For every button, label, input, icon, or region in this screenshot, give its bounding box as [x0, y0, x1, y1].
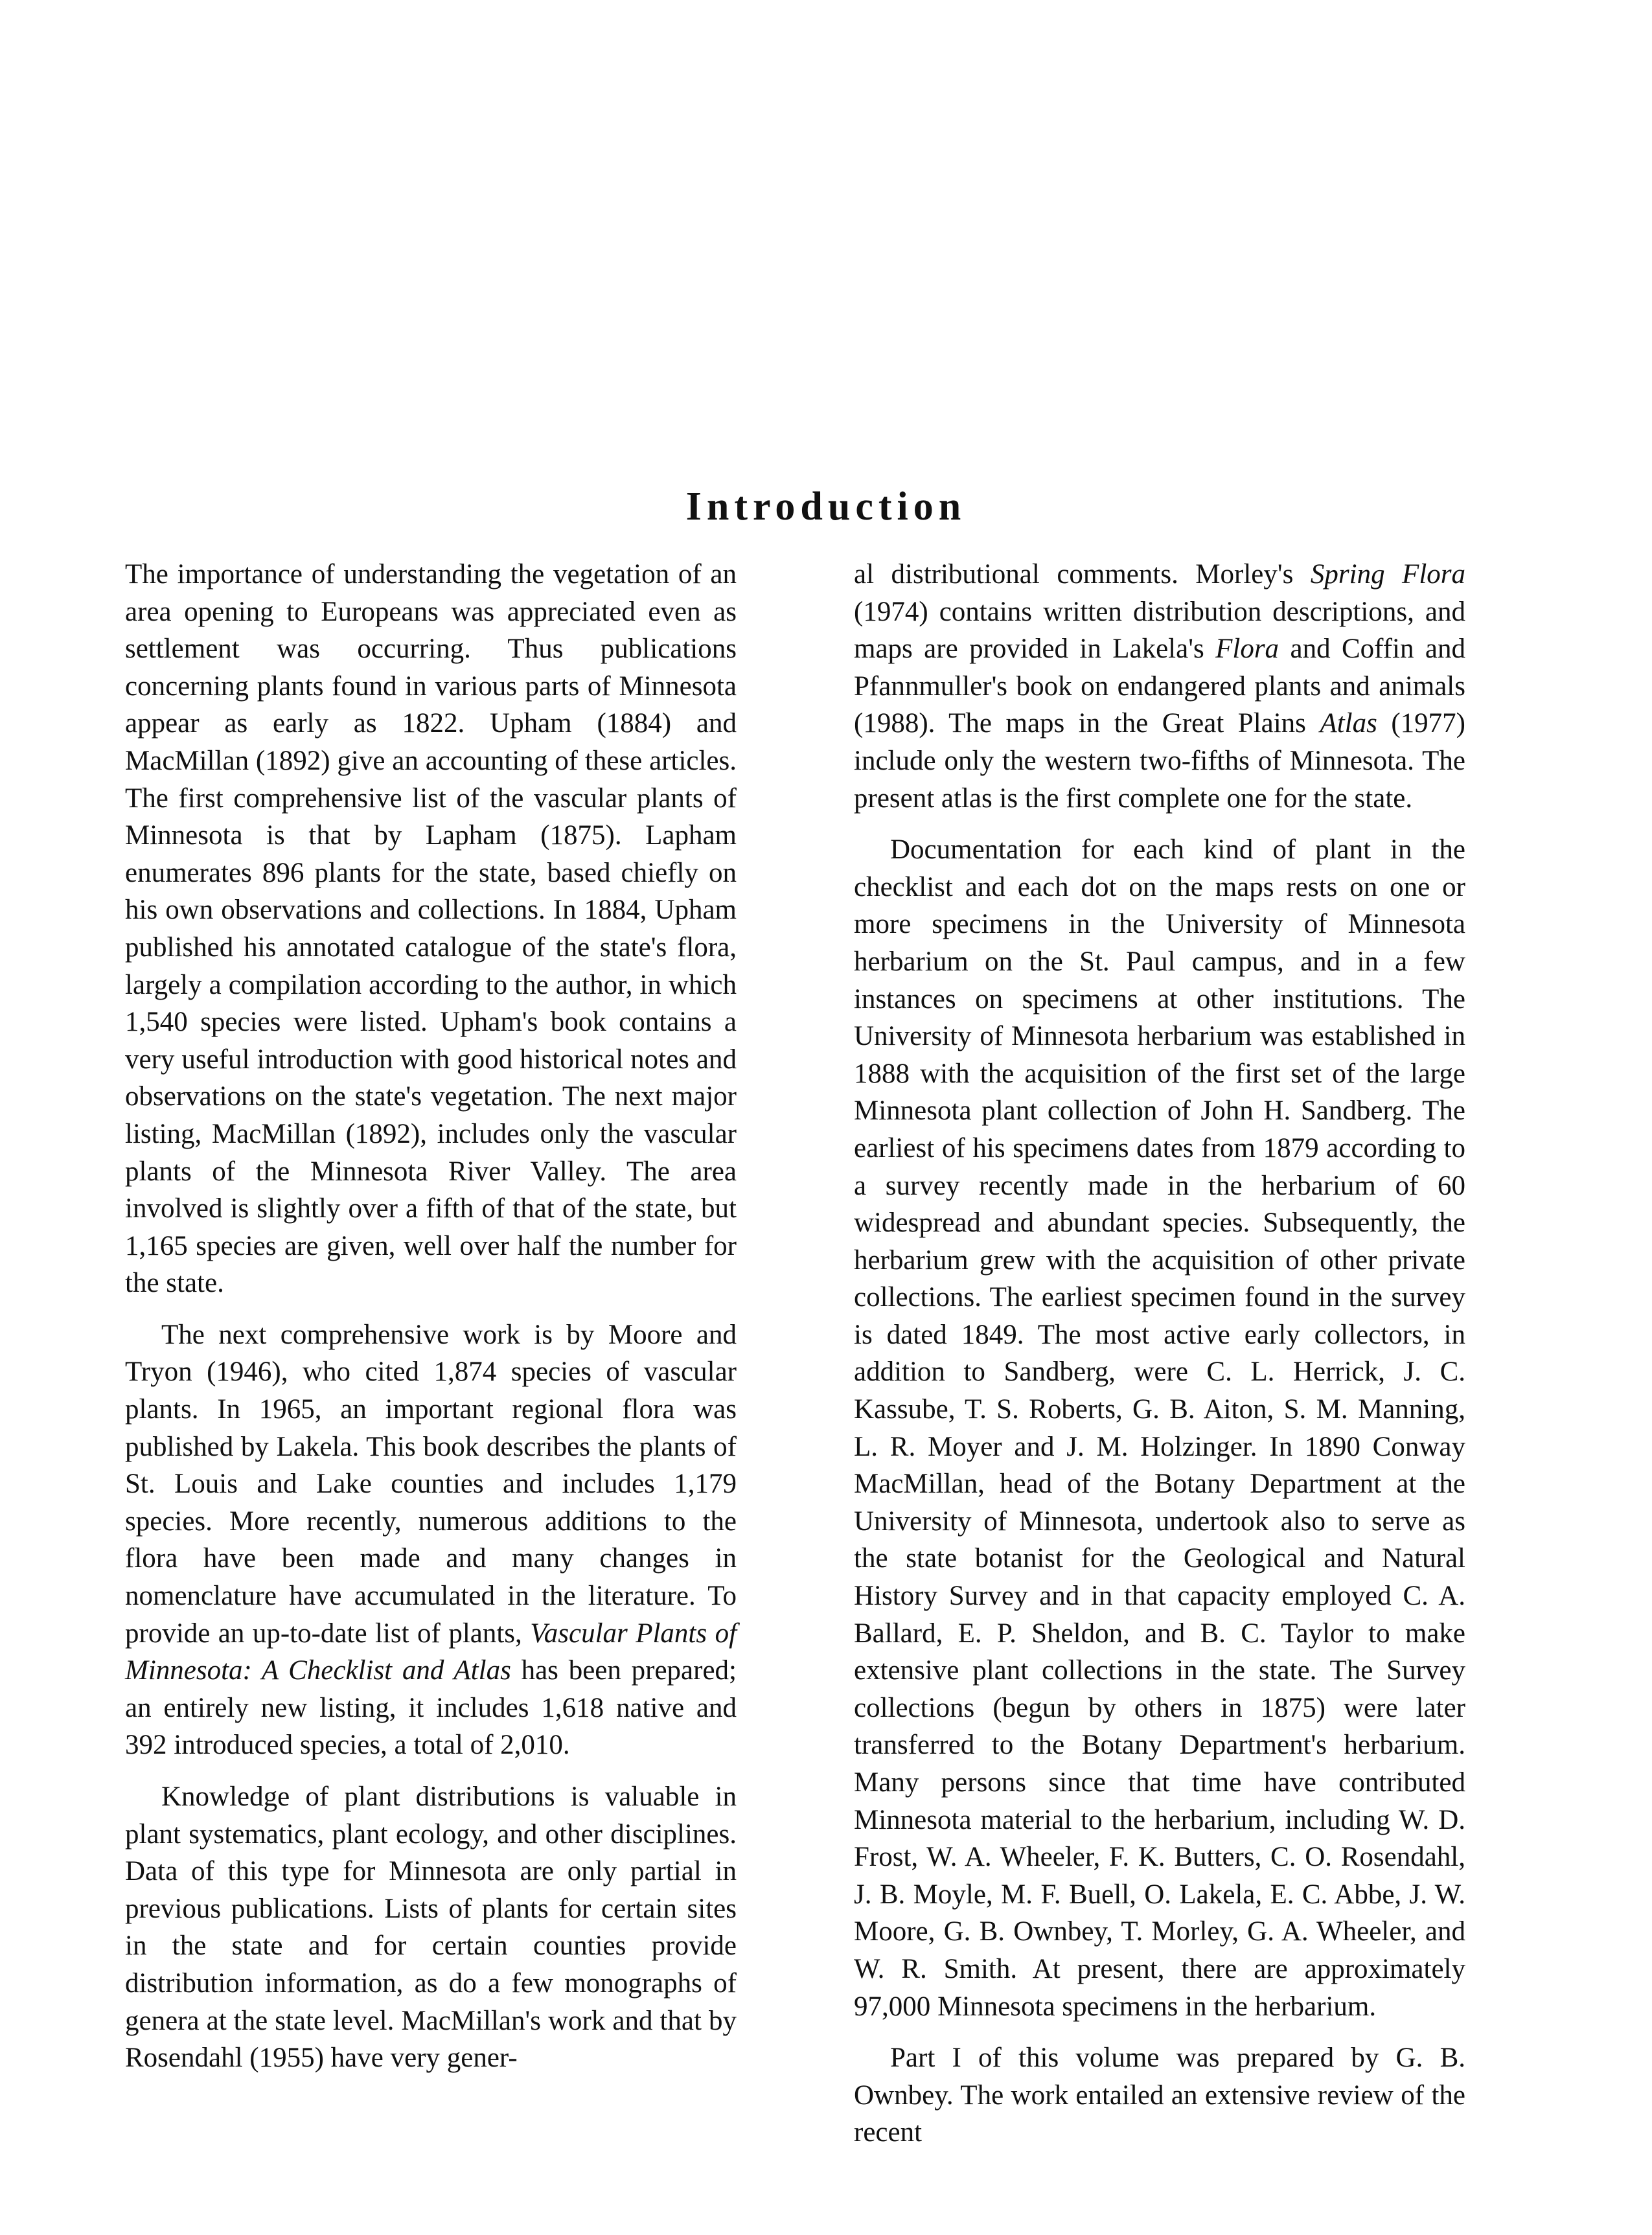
- book-title-italic: Atlas: [1320, 708, 1377, 739]
- paragraph-distribution-knowledge: Knowledge of plant distributions is valuable in plant systematics, plant ecology, and other disciplines. Data of this type for Minnesota are only partial in previous publications. Lists of plants for certain sites in the state and for certain counties provide distribution information, as do a few monographs of genera at the state level. MacMillan's work and that by Rosendahl (1955) have very gener-: [125, 1782, 737, 2074]
- text-segment: The next comprehensive work is by Moore and Tryon (1946), who cited 1,874 species of vascular plants. In 1965, an important regional flora was published by Lakela. This book describes the plants of St. Louis and Lake counties and includes 1,179 species. More recently, numerous additions to the flora have been made and many changes in nomenclature have accumulated in the literature. To provide an up-to-date list of plants,: [125, 1319, 737, 1649]
- book-title-italic: Flora: [1215, 634, 1279, 665]
- paragraph-recent-works: [125, 1316, 737, 1764]
- text-segment: has been prepared; an entirely new listing, it includes 1,618 native and 392 introduced species, a total of 2,010.: [125, 1655, 737, 1761]
- text-segment: (1977) include only the western two-fifths of Minnesota. The present atlas is the first complete one for the state.: [854, 708, 1465, 814]
- text-segment: and Coffin and Pfannmuller's book on endangered plants and animals (1988). The maps in the Great Plains: [854, 634, 1465, 739]
- left-column: [125, 556, 737, 2077]
- page-title: Introduction: [685, 485, 967, 529]
- paragraph-herbarium-documentation: Documentation for each kind of plant in the checklist and each dot on the maps rests on one or more specimens in the University of Minnesota herbarium on the St. Paul campus, and in a few instances on specimens at other institutions. The University of Minnesota herbarium was established in 1888 with the acquisition of the first set of the large Minnesota plant collection of John H. Sandberg. The earliest of his specimens dates from 1879 according to a survey recently made in the herbarium of 60 widespread and abundant species. Subsequently, the herbarium grew with the acquisition of other private collections. The earliest specimen found in the survey is dated 1849. The most active early collectors, in addition to Sandberg, were C. L. Herrick, J. C. Kassube, T. S. Roberts, G. B. Aiton, S. M. Manning, L. R. Moyer and J. M. Holzinger. In 1890 Conway MacMillan, head of the Botany Department at the University of Minnesota, undertook also to serve as the state botanist for the Geological and Natural History Survey and in that capacity employed C. A. Ballard, E. P. Sheldon, and B. C. Taylor to make extensive plant collections in the state. The Survey collections (begun by others in 1875) were later transferred to the Botany Department's herbarium. Many persons since that time have contributed Minnesota material to the herbarium, including W. D. Frost, W. A. Wheeler, F. K. Butters, C. O. Rosendahl, J. B. Moyle, M. F. Buell, O. Lakela, E. C. Abbe, J. W. Moore, G. B. Ownbey, T. Morley, G. A. Wheeler, and W. R. Smith. At present, there are approximately 97,000 Minnesota specimens in the herbarium.: [854, 834, 1465, 2022]
- book-title-italic: Spring Flora: [1310, 559, 1466, 590]
- paragraph-part-one: Part I of this volume was prepared by G. B. Ownbey. The work entailed an extensive review of the recent: [854, 2043, 1465, 2148]
- book-title-italic: Vascular Plants of Minnesota: A Checklist and Atlas: [125, 1618, 737, 1686]
- paragraph-history-of-listings: The importance of understanding the vegetation of an area opening to Europeans was appreciated even as settlement was occurring. Thus publications concerning plants found in various parts of Minnesota appear as early as 1822. Upham (1884) and MacMillan (1892) give an accounting of these articles. The first comprehensive list of the vascular plants of Minnesota is that by Lapham (1875). Lapham enumerates 896 plants for the state, based chiefly on his own observations and collections. In 1884, Upham published his annotated catalogue of the state's flora, largely a compilation according to the author, in which 1,540 species were listed. Upham's book contains a very useful introduction with good historical notes and observations on the state's vegetation. The next major listing, MacMillan (1892), includes only the vascular plants of the Minnesota River Valley. The area involved is slightly over a fifth of that of the state, but 1,165 species are given, well over half the number for the state.: [125, 559, 737, 1299]
- paragraph-distribution-comments: [854, 556, 1465, 817]
- text-segment: (1974) contains written distribution descriptions, and maps are provided in Lakela's: [854, 596, 1465, 665]
- text-segment: al distributional comments. Morley's: [854, 559, 1294, 590]
- right-column: [854, 556, 1465, 2151]
